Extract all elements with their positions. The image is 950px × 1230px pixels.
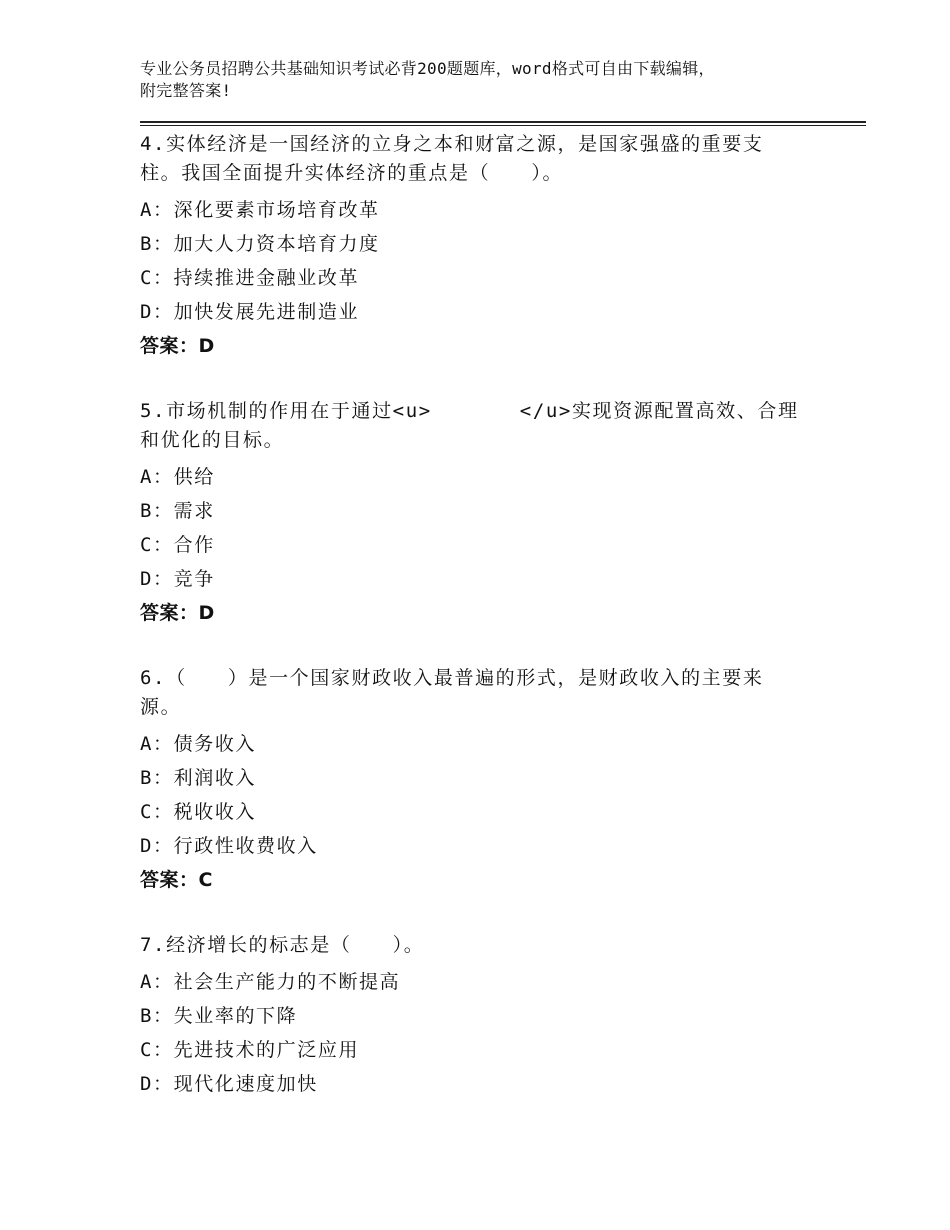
question-5 [140, 397, 820, 630]
option-b: B：利润收入 [140, 767, 257, 789]
header-divider-thin [140, 125, 866, 126]
question-stem [140, 397, 820, 455]
option-b: B：失业率的下降 [140, 1005, 298, 1027]
option-c: C：合作 [140, 534, 215, 556]
question-stem [140, 931, 820, 960]
option-c: C：持续推进金融业改革 [140, 267, 360, 289]
question-stem [140, 130, 820, 188]
answer-label: 答案：C [140, 869, 213, 891]
question-7 [140, 931, 820, 1101]
answer-label: 答案：D [140, 335, 215, 357]
option-a: A：供给 [140, 466, 215, 488]
option-d: D：加快发展先进制造业 [140, 301, 360, 323]
option-d: D：竞争 [140, 568, 215, 590]
option-b: B：需求 [140, 500, 215, 522]
question-stem-line: 和优化的目标。 [140, 429, 285, 451]
option-c: C：税收收入 [140, 801, 257, 823]
document-header [140, 58, 840, 102]
option-d: D：现代化速度加快 [140, 1073, 318, 1095]
question-stem [140, 664, 820, 722]
header-title-line-2: 附完整答案! [140, 81, 232, 100]
question-stem-line: 柱。我国全面提升实体经济的重点是（ ）。 [140, 162, 564, 184]
answer-label: 答案：D [140, 602, 215, 624]
option-a: A：深化要素市场培育改革 [140, 199, 380, 221]
option-a: A：社会生产能力的不断提高 [140, 971, 401, 993]
option-a: A：债务收入 [140, 733, 257, 755]
option-b: B：加大人力资本培育力度 [140, 233, 380, 255]
question-stem-line: 6.（ ）是一个国家财政收入最普遍的形式，是财政收入的主要来 [140, 667, 764, 689]
question-stem-line: 7.经济增长的标志是（ ）。 [140, 934, 425, 956]
header-divider [140, 121, 866, 123]
question-stem-line [140, 397, 820, 426]
option-d: D：行政性收费收入 [140, 835, 318, 857]
question-6 [140, 664, 820, 897]
question-stem-part: 5.市场机制的作用在于通过<u> [140, 400, 432, 422]
question-4 [140, 130, 820, 363]
question-list [140, 130, 820, 1135]
option-c: C：先进技术的广泛应用 [140, 1039, 360, 1061]
question-stem-line: 4.实体经济是一国经济的立身之本和财富之源，是国家强盛的重要支 [140, 133, 764, 155]
header-title-line-1: 专业公务员招聘公共基础知识考试必背200题题库，word格式可自由下载编辑， [140, 59, 715, 78]
question-stem-part: </u>实现资源配置高效、合理 [519, 400, 799, 422]
question-stem-line: 源。 [140, 696, 182, 718]
